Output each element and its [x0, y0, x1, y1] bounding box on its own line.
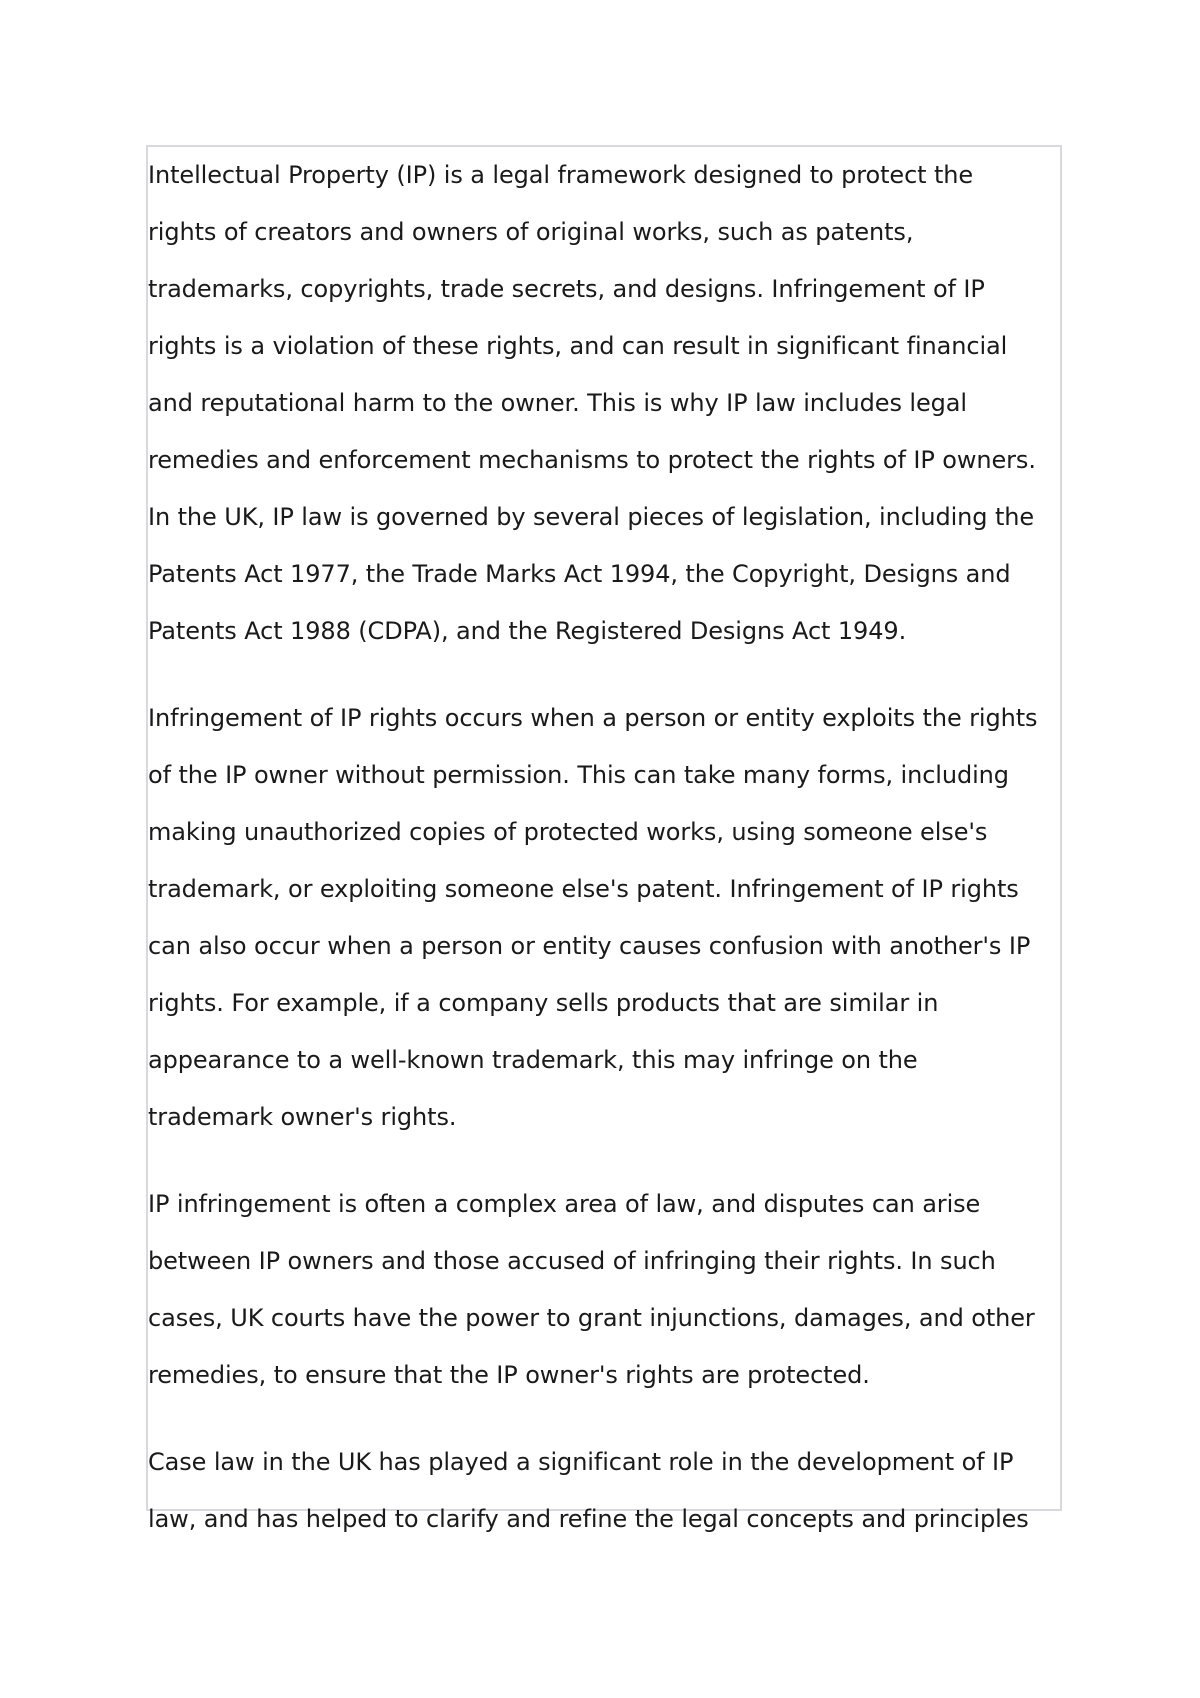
- text-line: Intellectual Property (IP) is a legal framework designed to protect the: [148, 161, 974, 189]
- paragraph-gap: [148, 660, 1088, 690]
- text-line: IP infringement is often a complex area of law, and disputes can arise: [148, 1190, 981, 1218]
- text-line: remedies and enforcement mechanisms to protect the rights of IP owners.: [148, 446, 1036, 474]
- text-line: rights is a violation of these rights, and can result in significant financial: [148, 332, 1008, 360]
- text-frame: [146, 145, 1062, 1533]
- paragraph-1: [148, 147, 1088, 660]
- paragraph-gap: [148, 1404, 1088, 1434]
- text-line: cases, UK courts have the power to grant injunctions, damages, and other: [148, 1304, 1035, 1332]
- text-line: law, and has helped to clarify and refine the legal concepts and principles: [148, 1505, 1029, 1533]
- text-line: rights of creators and owners of original works, such as patents,: [148, 218, 914, 246]
- paragraph-3: [148, 1176, 1088, 1404]
- text-line: Patents Act 1988 (CDPA), and the Registered Designs Act 1949.: [148, 617, 907, 645]
- text-line: trademarks, copyrights, trade secrets, and designs. Infringement of IP: [148, 275, 985, 303]
- text-flow: [148, 147, 1088, 1548]
- text-line: making unauthorized copies of protected works, using someone else's: [148, 818, 988, 846]
- text-line: remedies, to ensure that the IP owner's rights are protected.: [148, 1361, 870, 1389]
- paragraph-4: [148, 1434, 1088, 1548]
- text-line: of the IP owner without permission. This can take many forms, including: [148, 761, 1009, 789]
- text-line: In the UK, IP law is governed by several pieces of legislation, including the: [148, 503, 1035, 531]
- paragraph-gap: [148, 1146, 1088, 1176]
- text-line: rights. For example, if a company sells products that are similar in: [148, 989, 939, 1017]
- text-line: and reputational harm to the owner. This is why IP law includes legal: [148, 389, 967, 417]
- text-line: Patents Act 1977, the Trade Marks Act 1994, the Copyright, Designs and: [148, 560, 1011, 588]
- text-line: trademark, or exploiting someone else's patent. Infringement of IP rights: [148, 875, 1019, 903]
- text-line: can also occur when a person or entity causes confusion with another's IP: [148, 932, 1031, 960]
- text-line: appearance to a well-known trademark, this may infringe on the: [148, 1046, 918, 1074]
- text-line: Infringement of IP rights occurs when a person or entity exploits the rights: [148, 704, 1038, 732]
- text-line: between IP owners and those accused of infringing their rights. In such: [148, 1247, 996, 1275]
- text-line: trademark owner's rights.: [148, 1103, 457, 1131]
- text-line: Case law in the UK has played a significant role in the development of IP: [148, 1448, 1014, 1476]
- paragraph-2: [148, 690, 1088, 1146]
